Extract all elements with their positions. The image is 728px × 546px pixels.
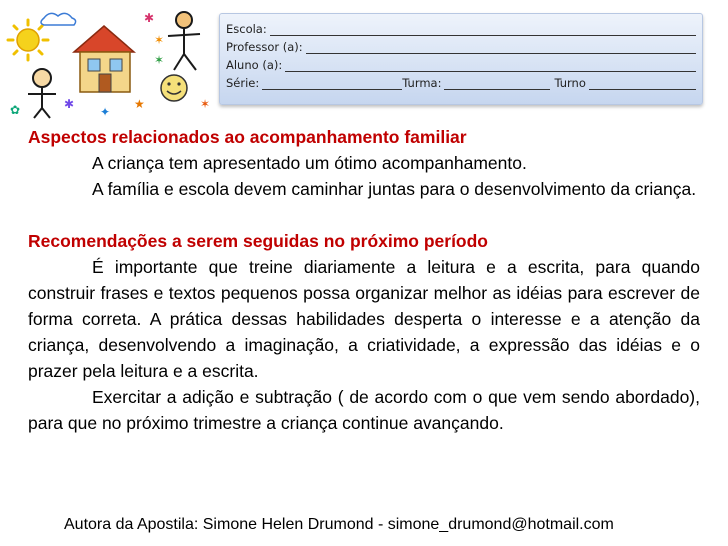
turno-label: Turno (554, 76, 586, 90)
svg-text:✱: ✱ (144, 11, 155, 25)
serie-field (262, 77, 402, 90)
author-footer: Autora da Apostila: Simone Helen Drumond - simone_drumond@hotmail.com (64, 516, 614, 533)
section-family-paragraph-2: A família e escola devem caminhar juntas para o desenvolvimento da criança. (92, 179, 697, 199)
serie-label: Série: (226, 76, 260, 90)
smiley-face-icon (161, 75, 187, 101)
children-drawing-clipart (4, 4, 216, 120)
section-family-paragraph-1: A criança tem apresentado um ótimo acompanhamento. (92, 153, 527, 173)
turma-label: Turma: (402, 76, 442, 90)
svg-text:✶: ✶ (200, 97, 211, 111)
section-recommendations-paragraph-1: É importante que treine diariamente a leitura e a escrita, para quando construir frases e textos pequenos possa organizar melhor as idéias para escrever de forma correta. A prática dessas habilidades desperta o interesse e a atenção da criança, desenvolvendo a imaginação, a criatividade, a expressão das idéias e o prazer pela leitura e a escrita. (28, 257, 700, 381)
spacer (28, 202, 700, 228)
professor-label: Professor (a): (226, 40, 303, 54)
school-info-header (219, 13, 703, 105)
escola-field (270, 23, 696, 36)
turno-field (589, 77, 696, 90)
svg-text:✦: ✦ (100, 105, 111, 119)
serie-turma-turno-line (226, 72, 696, 90)
house-icon (74, 26, 134, 92)
turma-field (444, 77, 550, 90)
aluno-line (226, 54, 696, 72)
section-recommendations-title: Recomendações a serem seguidas no próximo período (28, 231, 488, 251)
svg-text:✿: ✿ (10, 103, 21, 117)
svg-text:✶: ✶ (154, 33, 165, 47)
escola-label: Escola: (226, 22, 267, 36)
section-family-title: Aspectos relacionados ao acompanhamento familiar (28, 127, 467, 147)
sun-icon (8, 20, 48, 60)
professor-field (306, 41, 696, 54)
section-recommendations-paragraph-2: Exercitar a adição e subtração ( de acordo com o que vem sendo abordado), para que no próximo trimestre a criança continue avançando. (28, 387, 700, 433)
child-figure-icon (28, 69, 56, 118)
svg-text:★: ★ (134, 97, 145, 111)
report-content (28, 124, 700, 436)
cloud-icon (41, 13, 76, 25)
svg-text:✶: ✶ (154, 53, 165, 67)
professor-line (226, 36, 696, 54)
stick-figure-icon (168, 12, 200, 70)
escola-line (226, 18, 696, 36)
aluno-field (285, 59, 696, 72)
svg-text:✱: ✱ (64, 97, 75, 111)
aluno-label: Aluno (a): (226, 58, 283, 72)
